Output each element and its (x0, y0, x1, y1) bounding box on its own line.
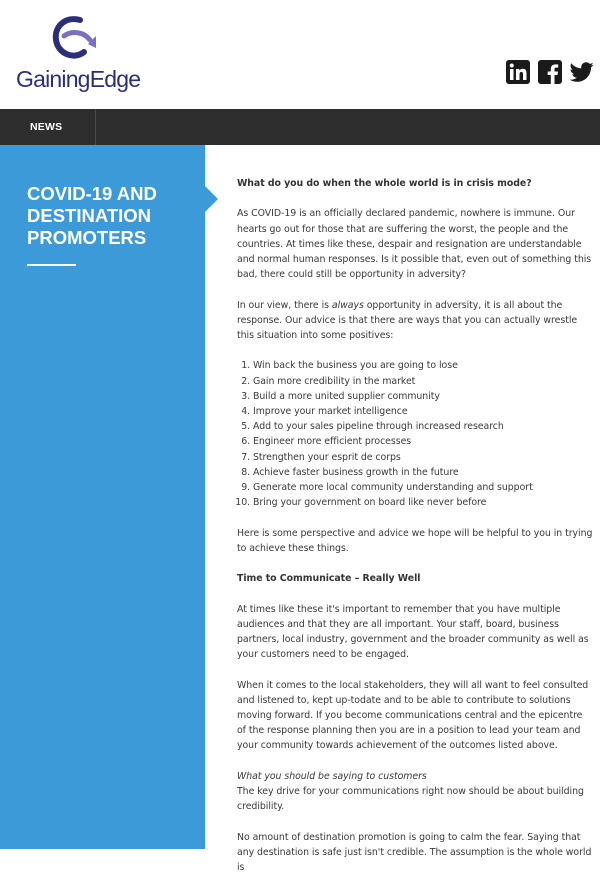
site-header (0, 0, 600, 109)
article-paragraph: At times like these it's important to remember that you have multiple audiences and that they are all important. Your staff, board, business partners, local industry, government and the broader community as well as your customers need to be engaged. (237, 603, 589, 661)
article-paragraph: The key drive for your communications right now should be about building credibility. (237, 786, 584, 813)
list-item: 8. Achieve faster business growth in the future (253, 465, 594, 480)
social-links (506, 60, 594, 84)
list-item: 7. Strengthen your esprit de corps (253, 450, 594, 465)
list-item: 9. Generate more local community understanding and support (253, 480, 594, 495)
list-item: 4. Improve your market intelligence (253, 404, 594, 419)
list-item: 6. Engineer more efficient processes (253, 434, 594, 449)
article-paragraph: No amount of destination promotion is going to calm the fear. Saying that any destination is safe just isn't credible. The assumption is the whole world is (237, 831, 592, 873)
list-item: 10. Bring your government on board like never before (253, 495, 594, 510)
article-paragraph: Here is some perspective and advice we hope will be helpful to you in trying to achieve these things. (237, 527, 593, 554)
logo-mark-icon (50, 14, 100, 66)
logo-wordmark: GainingEdge (16, 66, 141, 92)
article-paragraph: When it comes to the local stakeholders, they will all want to feel consulted and listened to, kept up-todate and to be able to contribute to solutions moving forward. If you become communications central and the epicentre of the response planning then you are in a position to lead your team and your community towards achievement of the outcomes listed above. (237, 679, 589, 752)
twitter-icon[interactable] (570, 60, 594, 84)
article-paragraph: In our view, there is always opportunity in adversity, it is all about the response. Our advice is that there are ways that you can actually wrestle this situation into some positives: (237, 299, 578, 341)
list-item: 2. Gain more credibility in the market (253, 374, 594, 389)
title-underline (27, 264, 76, 266)
linkedin-icon[interactable] (506, 60, 530, 84)
sidebar-pointer (205, 186, 218, 212)
gainingedge-logo[interactable] (14, 14, 144, 94)
article-paragraph: As COVID-19 is an officially declared pandemic, nowhere is immune. Our hearts go out for those that are suffering the worst, the people and the countries. At times like these, despair and resignation are understandable and normal human responses. Is it possible that, even out of something this bad, there could still be opportunity in adversity? (237, 208, 592, 281)
list-item: 5. Add to your sales pipeline through increased research (253, 419, 594, 434)
positives-list (237, 358, 594, 510)
main-nav (0, 109, 600, 145)
list-item: 3. Build a more united supplier community (253, 389, 594, 404)
subheading: What you should be saying to customers (237, 770, 427, 782)
facebook-icon[interactable] (538, 60, 562, 84)
page-title: COVID-19 AND DESTINATION PROMOTERS (27, 183, 157, 248)
nav-item-news[interactable]: NEWS (0, 109, 96, 145)
article-intro-heading: What do you do when the whole world is in crisis mode? (237, 178, 532, 189)
emphasis-text: always (331, 299, 364, 311)
article-body (237, 176, 594, 890)
sidebar-panel (0, 145, 205, 849)
list-item: 1. Win back the business you are going to lose (253, 358, 594, 373)
section-heading: Time to Communicate – Really Well (237, 573, 421, 585)
